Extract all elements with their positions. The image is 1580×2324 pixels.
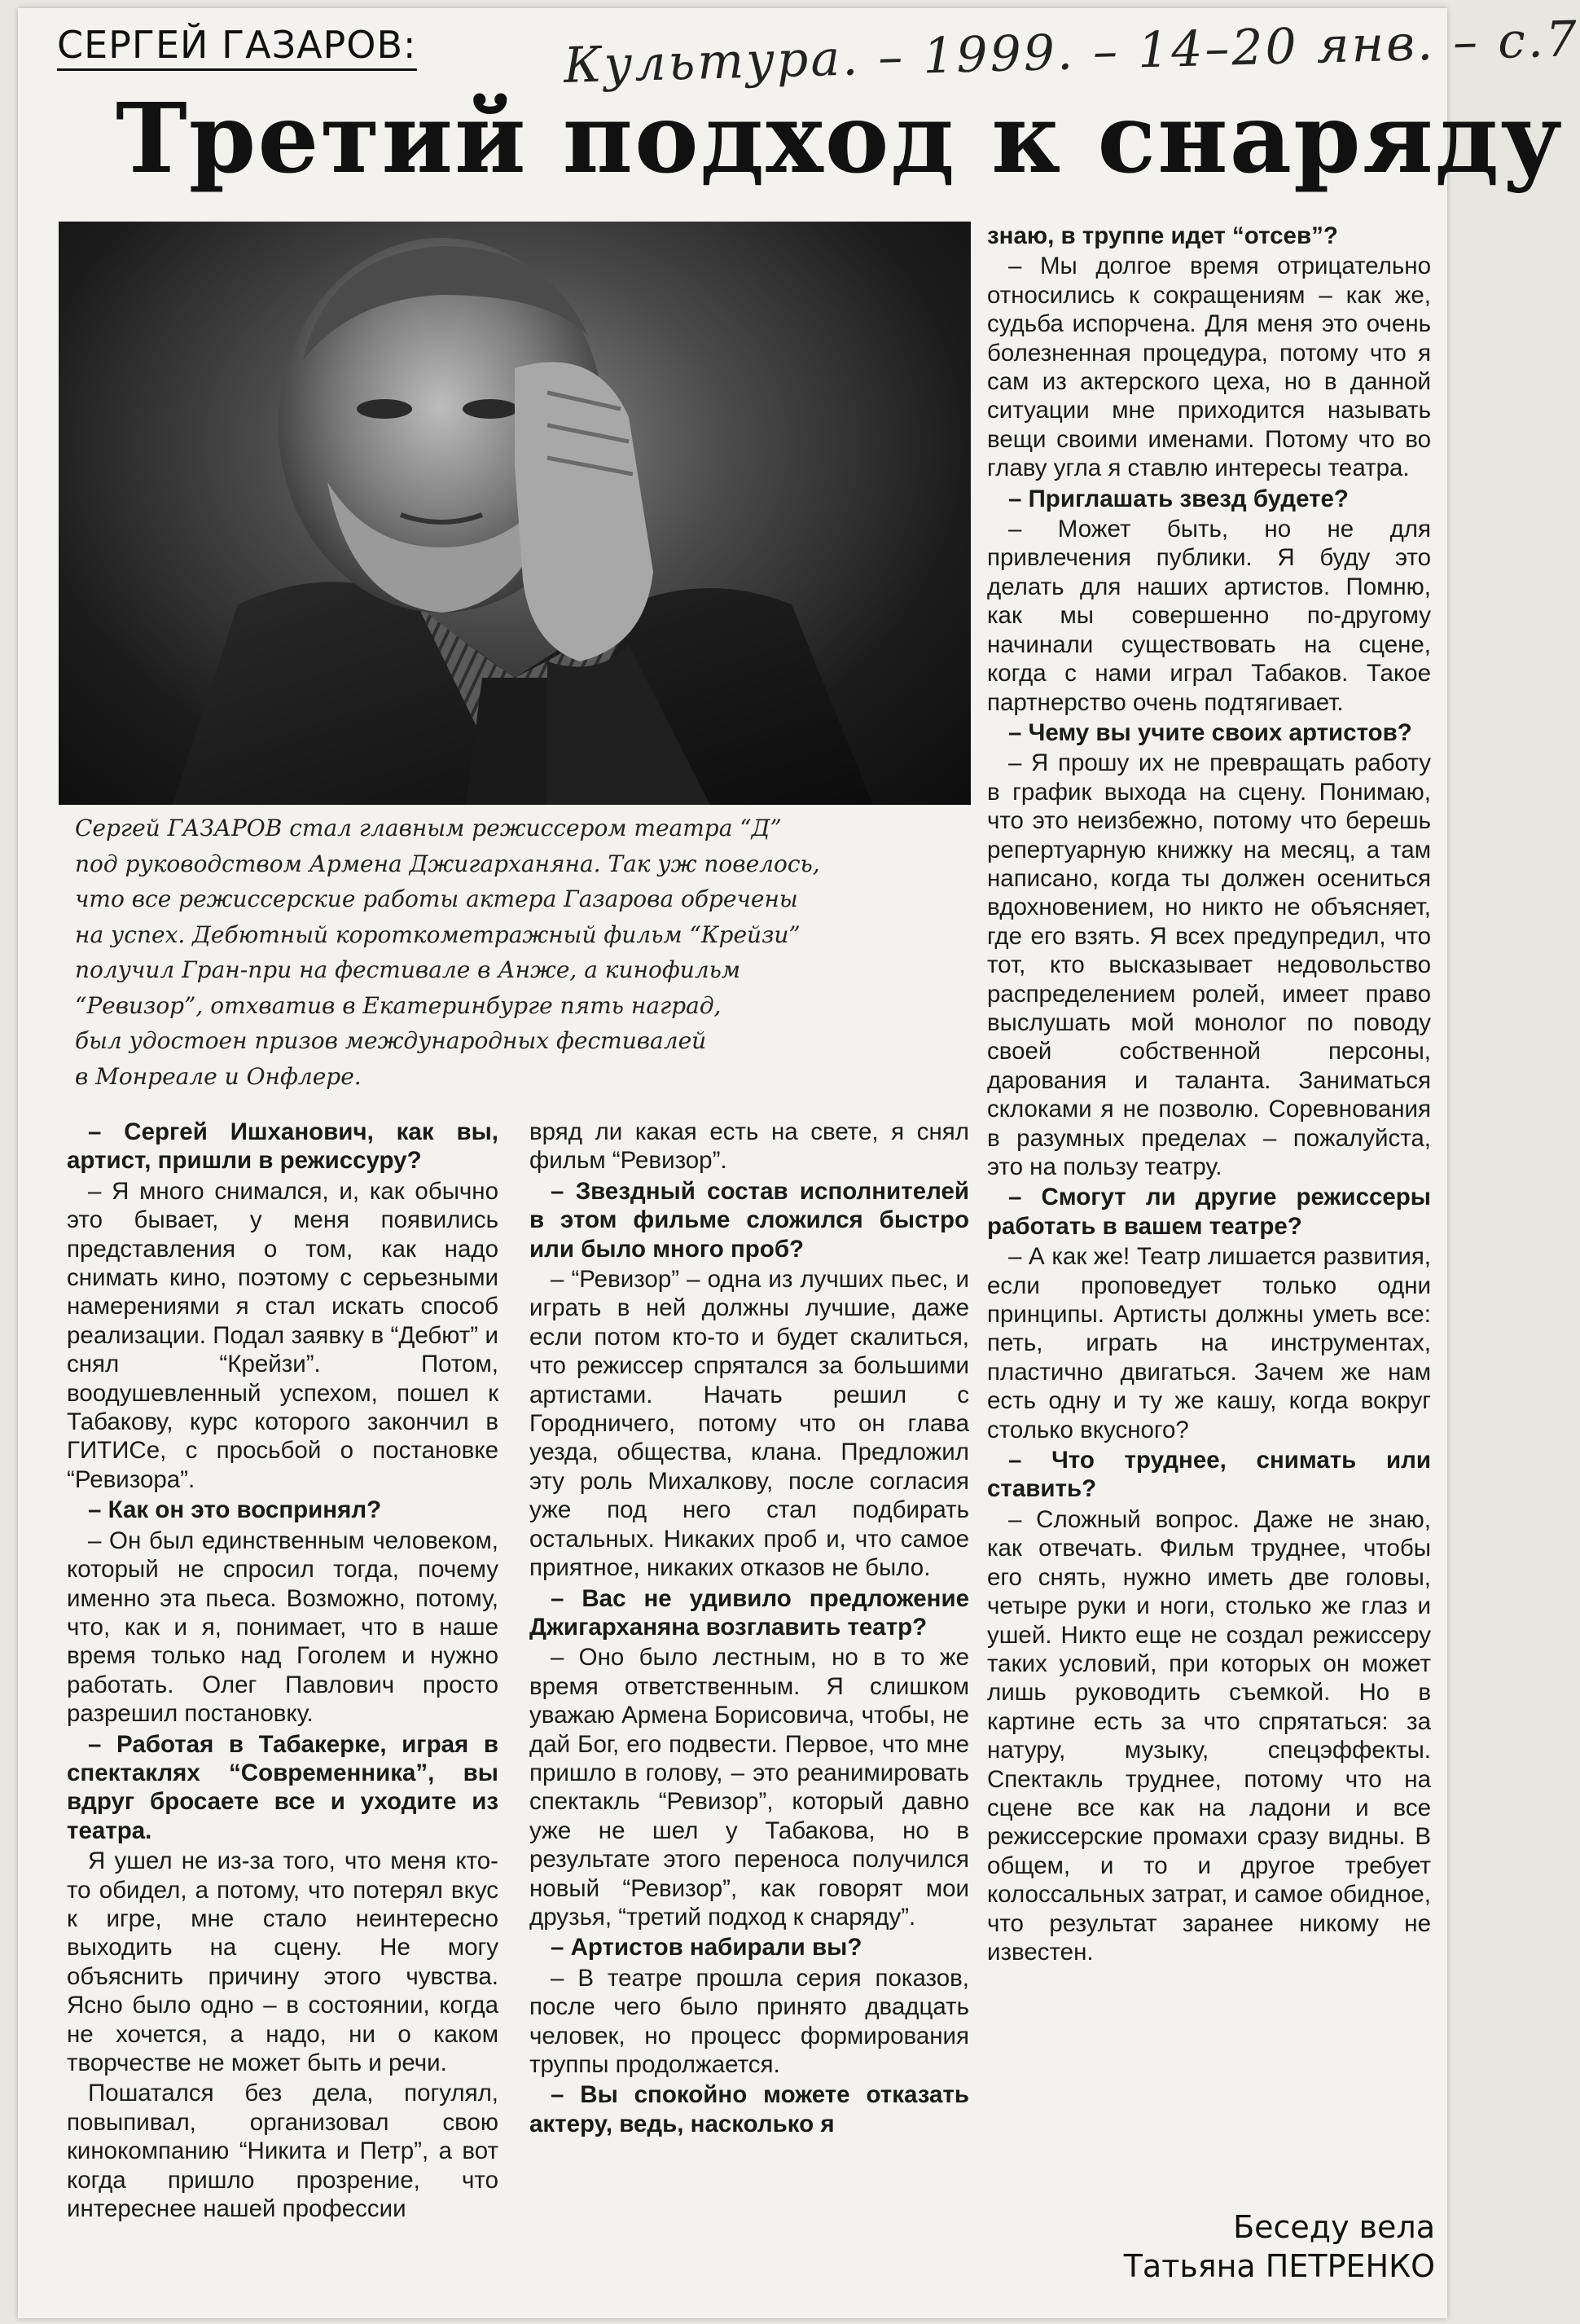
caption-line: в Монреале и Онфлере. (75, 1062, 362, 1090)
article-column-2 (529, 1118, 969, 2315)
interview-answer: Я ушел не из-за того, что меня кто-то обидел, а потому, что потерял вкус к игре, мне стало неинтересно выходить на сцену. Не могу объяснить причину этого чувства. Ясно было одно – в состоянии, когда не хочется, а надо, ни о каком творчестве не может быть и речи. (67, 1847, 498, 2076)
interviewer-signoff (1020, 2208, 1435, 2286)
article-headline: Третий подход к снаряду (116, 81, 1564, 195)
article-column-1 (67, 1118, 498, 2315)
interview-answer: – Может быть, но не для привлечения публики. Я буду это делать для наших артистов. Помню, как мы совершенно по-другому начинали существовать на сцене, когда с нами играл Табаков. Такое партнерство очень подтягивает. (987, 516, 1431, 716)
interview-answer: – В театре прошла серия показов, после чего было принято двадцать человек, но процесс формирования труппы продолжается. (529, 1964, 969, 2078)
newspaper-clipping (18, 8, 1580, 2318)
interview-answer: – Сложный вопрос. Даже не знаю, как отвечать. Фильм труднее, чтобы его снять, нужно иметь две головы, четыре руки и ноги, столько же глаз и ушей. Никто еще не создал режиссеру таких условий, при которых он может лишь руководить съемкой. Но в картине есть за что спрятаться: за натуру, музыку, спецэффекты. Спектакль труднее, потому что на сцене все как на ладони и все режиссерские промахи сразу видны. В общем, и то и другое требует колоссальных затрат, и самое обидное, что результат заранее никому не известен. (987, 1505, 1431, 1966)
caption-line: был удостоен призов международных фестивалей (75, 1027, 707, 1054)
interview-answer: Пошатался без дела, погулял, повыпивал, организовал свою кинокомпанию “Никита и Петр”, а вот когда пришло прозрение, что интереснее нашей профессии (67, 2080, 498, 2223)
author-kicker: СЕРГЕЙ ГАЗАРОВ: (57, 23, 417, 71)
interview-answer: – Оно было лестным, но в то же время ответственным. Я слишком уважаю Армена Борисовича, чтобы, не дай Бог, его подвести. Первое, что мне пришло в голову, – это реанимировать спектакль “Ревизор”, который давно уже не шел у Табакова, но в результате этого переноса получился новый “Ревизор”, как говорят мои друзья, “третий подход к снаряду”. (529, 1644, 969, 1931)
interview-question: – Вы спокойно можете отказать актеру, ведь, насколько я (529, 2081, 969, 2137)
interview-question: – Работая в Табакерке, играя в спектаклях “Современника”, вы вдруг бросаете все и уходите из театра. (67, 1730, 498, 1844)
caption-line: на успех. Дебютный короткометражный фильм “Крейзи” (75, 920, 801, 948)
interview-answer: – Он был единственным человеком, который не спросил тогда, почему именно эта пьеса. Возможно, потому, что, как и я, понимает, что в наше время только над Гоголем и нужно работать. Олег Павлович просто разрешил постановку. (67, 1527, 498, 1728)
caption-line: что все режиссерские работы актера Газарова обречены (75, 885, 798, 912)
portrait-illustration (59, 222, 971, 805)
caption-line: получил Гран-при на фестивале в Анже, а кинофильм (75, 956, 741, 983)
interview-answer: – Я прошу их не превращать работу в график выхода на сцену. Понимаю, что это неизбежно, потому что берешь репертуарную книжку на месяц, а там написано, когда ты должен осениться вдохновением, но никто не объясняет, где его взять. Я всех предупредил, что тот, кто высказывает недовольство распределением ролей, имеет право выслушать мой монолог по поводу своей собственной персоны, дарования и таланта. Заниматься склоками я не позволю. Соревнования в разумных пределах – пожалуйста, это на пользу театру. (987, 749, 1431, 1180)
interview-answer: вряд ли какая есть на свете, я снял фильм “Ревизор”. (529, 1118, 969, 1175)
interview-question: – Вас не удивило предложение Джигарханяна возглавить театр? (529, 1584, 969, 1641)
caption-line: под руководством Армена Джигарханяна. Так уж повелось, (75, 850, 820, 877)
interview-question: – Артистов набирали вы? (551, 1934, 862, 1962)
interview-answer: – А как же! Театр лишается развития, если проповедует только одни принципы. Артисты должны уметь все: петь, играть на инструментах, пластично двигаться. Зачем же нам есть одну и ту же кашу, когда вокруг столько вкусного? (987, 1243, 1431, 1443)
interview-question: – Приглашать звезд будете? (1008, 485, 1349, 512)
interview-question: – Сергей Ишханович, как вы, артист, пришли в режиссуру? (67, 1118, 498, 1175)
handwritten-citation-note: Культура. – 1999. – 14–20 янв. – с.7 (563, 11, 1580, 94)
portrait-photo (59, 222, 971, 805)
interview-question: – Что труднее, снимать или ставить? (987, 1447, 1431, 1503)
interview-answer: – “Ревизор” – одна из лучших пьес, и играть в ней должны лучшие, даже если потом кто-то и будет скалиться, что режиссер спрятался за большими артистами. Начать решил с Городничего, потому что он глава уезда, общества, клана. Предложил эту роль Михалкову, после согласия уже под него стал подбирать остальных. Никаких проб и, что самое приятное, никаких отказов не было. (529, 1266, 969, 1582)
photo-caption (75, 811, 963, 1094)
interview-question: знаю, в труппе идет “отсев”? (987, 222, 1338, 249)
interview-question: – Как он это воспринял? (88, 1496, 382, 1524)
interview-question: – Чему вы учите своих артистов? (1008, 718, 1412, 746)
caption-line: “Ревизор”, отхватив в Екатеринбурге пять наград, (75, 991, 722, 1019)
signoff-line: Беседу вела (1233, 2209, 1435, 2245)
interview-question: – Смогут ли другие режиссеры работать в вашем театре? (987, 1184, 1431, 1240)
interview-answer: – Я много снимался, и, как обычно это бывает, у меня появились представления о том, как надо снимать кино, поэтому с серьезными намерениями я стал искать способ реализации. Подал заявку в “Дебют” и снял “Крейзи”. Потом, воодушевленный успехом, пошел к Табакову, курс которого закончил в ГИТИСе, с просьбой о постановке “Ревизора”. (67, 1177, 498, 1493)
interview-answer: – Мы долгое время отрицательно относились к сокращениям – как же, судьба испорчена. Для меня это очень болезненная процедура, потому что я сам из актерского цеха, но в данной ситуации мне приходится называть вещи своими именами. Потому что во главу угла я ставлю интересы театра. (987, 253, 1431, 482)
signoff-interviewer-name: Татьяна ПЕТРЕНКО (1123, 2248, 1435, 2284)
interview-question: – Звездный состав исполнителей в этом фильме сложился быстро или было много проб? (529, 1177, 969, 1263)
caption-line: Сергей ГАЗАРОВ стал главным режиссером театра “Д” (75, 815, 782, 841)
article-column-3 (987, 222, 1431, 2201)
